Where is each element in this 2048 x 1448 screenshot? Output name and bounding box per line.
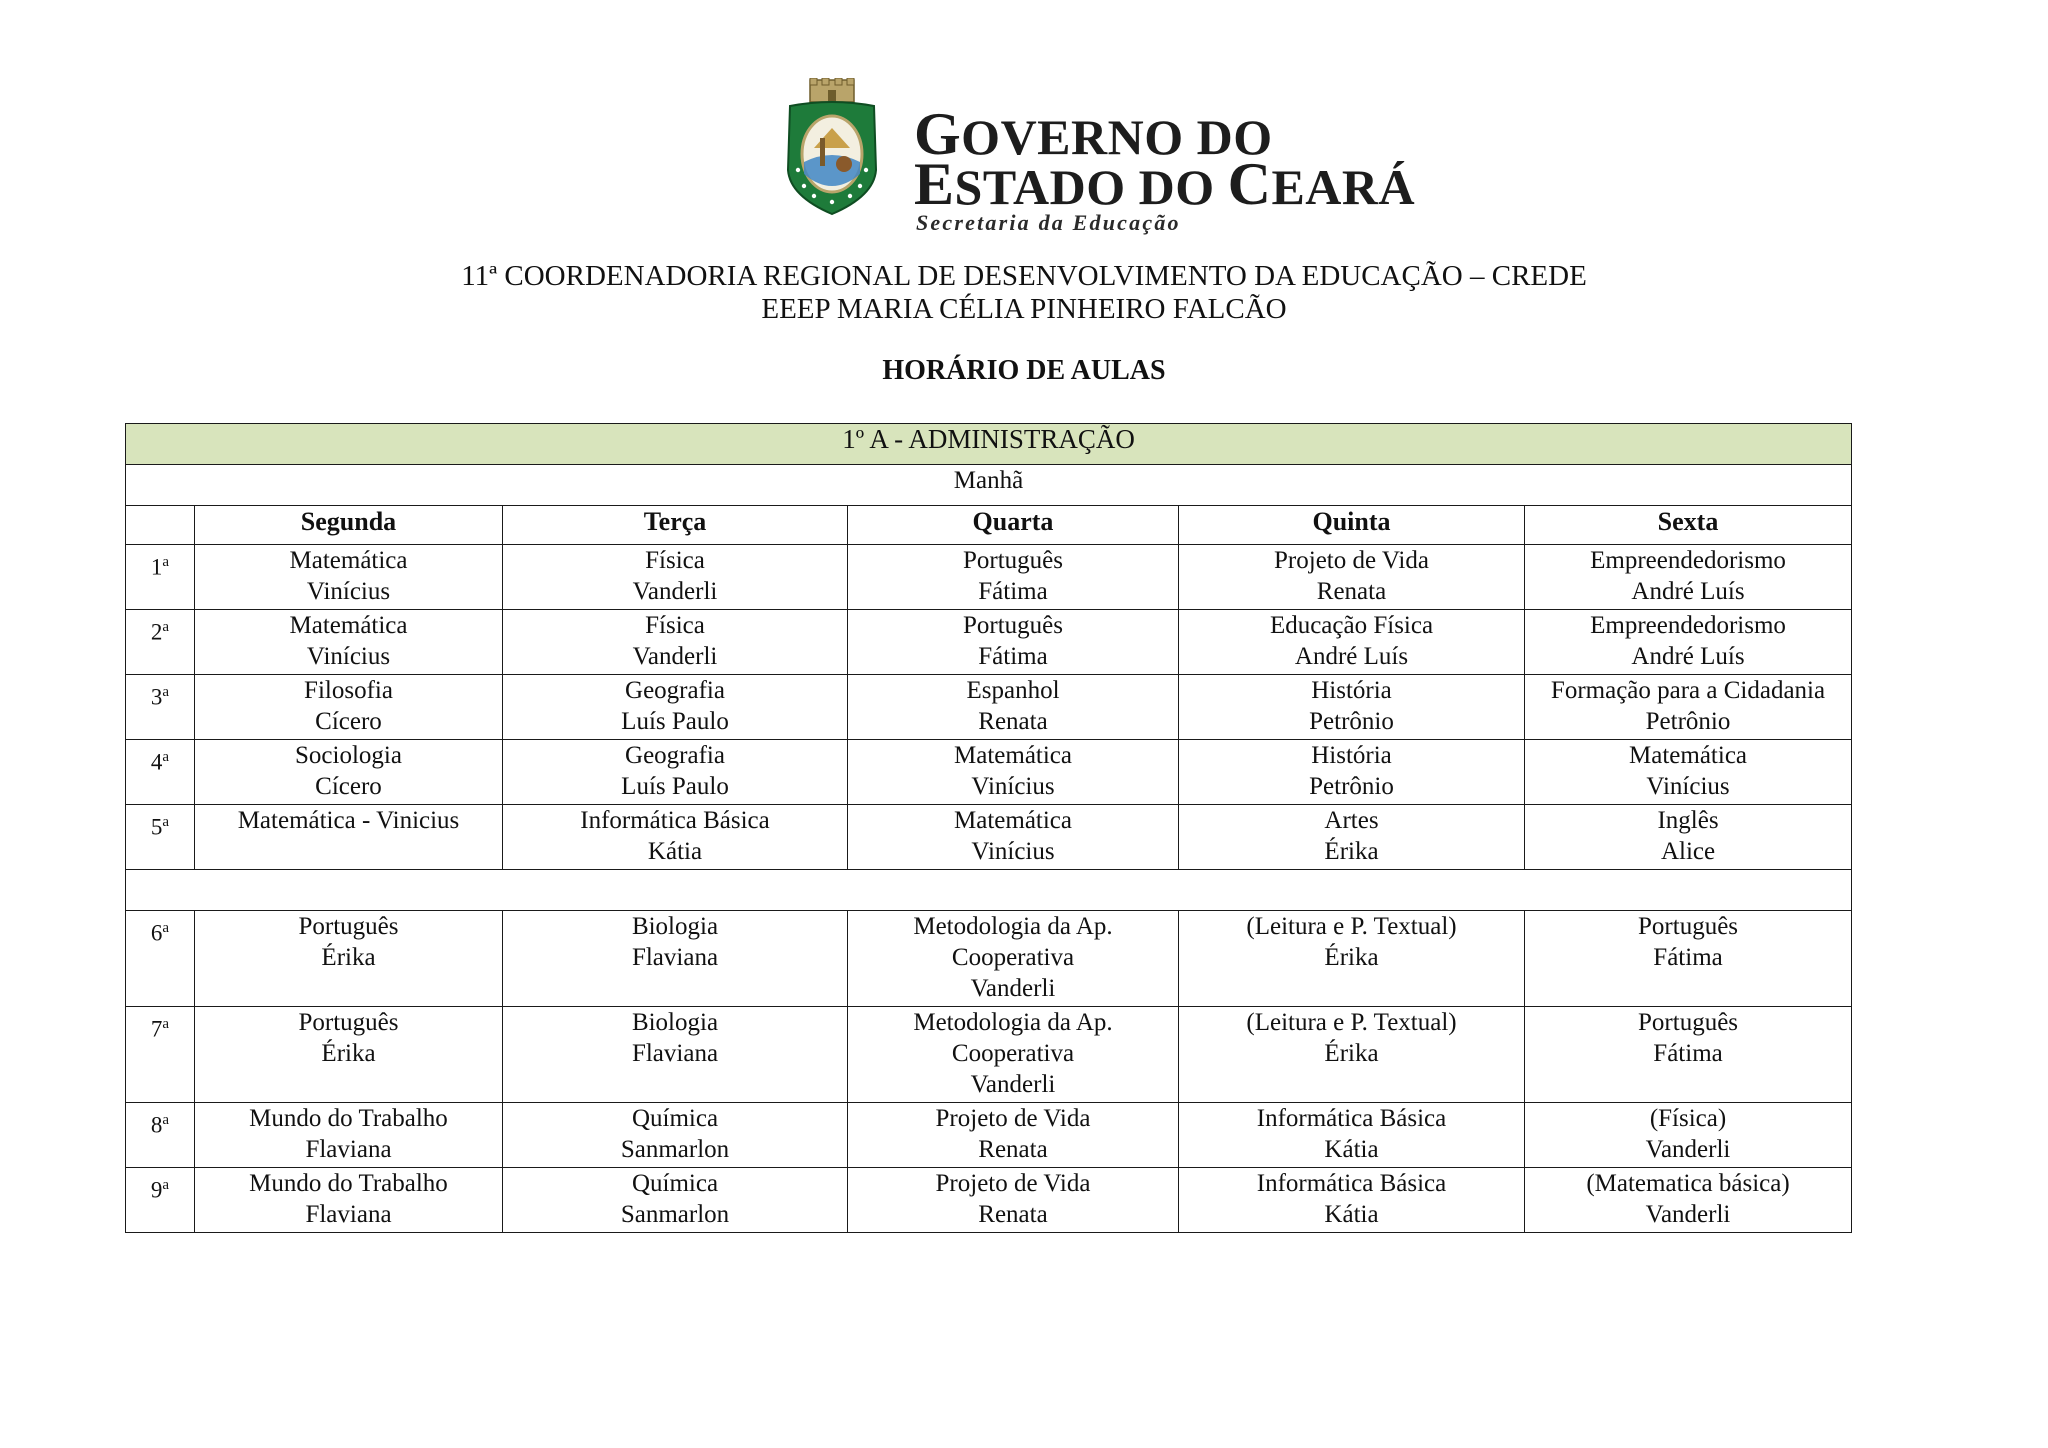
shift-row <box>126 465 1852 506</box>
days-header-row <box>126 506 1852 545</box>
subject-name: Formação para a Cidadania <box>1550 677 1826 704</box>
subject-name: Cooperativa <box>951 944 1075 971</box>
teacher-name: André Luís <box>1294 643 1409 670</box>
teacher-name: Renata <box>978 1201 1048 1228</box>
teacher-name: Érika <box>321 944 376 971</box>
schedule-cell <box>1179 911 1525 1007</box>
schedule-cell <box>848 805 1179 870</box>
subject-name: Inglês <box>1657 807 1719 834</box>
schedule-cell <box>848 610 1179 675</box>
teacher-name: André Luís <box>1631 578 1745 605</box>
subject-name: (Leitura e P. Textual) <box>1246 913 1457 940</box>
teacher-name: Érika <box>321 1040 376 1067</box>
subject-name: Matemática - Vinicius <box>237 807 460 834</box>
schedule-cell <box>195 1103 503 1168</box>
teacher-name: Vinícius <box>1646 773 1730 800</box>
subject-name: Mundo do Trabalho <box>249 1170 448 1197</box>
schedule-cell <box>1525 1007 1852 1103</box>
subject-name: Matemática <box>954 807 1072 834</box>
schedule-cell <box>503 545 848 610</box>
subject-name: Matemática <box>289 612 408 639</box>
teacher-name: Cícero <box>315 708 382 735</box>
schedule-cell <box>503 911 848 1007</box>
teacher-name: André Luís <box>1631 643 1745 670</box>
break-row <box>126 870 1852 911</box>
subject-name: Matemática <box>289 547 408 574</box>
subject-name: Informática Básica <box>1256 1170 1447 1197</box>
schedule-cell <box>503 1168 848 1233</box>
government-logo <box>784 78 1416 238</box>
table-row <box>126 1168 1852 1233</box>
subject-name: Empreendedorismo <box>1590 612 1786 639</box>
schedule-cell <box>1525 740 1852 805</box>
subject-name: Metodologia da Ap. <box>913 1009 1113 1036</box>
subject-name: Mundo do Trabalho <box>249 1105 448 1132</box>
subject-name: Geografia <box>625 742 725 769</box>
teacher-name: Vanderli <box>632 643 718 670</box>
schedule-cell <box>1525 545 1852 610</box>
teacher-name: Luís Paulo <box>621 708 729 735</box>
teacher-name: Vanderli <box>1645 1201 1731 1228</box>
teacher-name: Vinícius <box>971 838 1055 865</box>
teacher-name: Luís Paulo <box>621 773 729 800</box>
day-header: Quarta <box>848 506 1179 545</box>
teacher-name: Vanderli <box>970 975 1056 1002</box>
teacher-name: Vinícius <box>306 643 391 670</box>
schedule-cell <box>848 740 1179 805</box>
slot-number: 1$^a$ <box>126 545 195 610</box>
subject-name: História <box>1311 677 1392 704</box>
subject-name: Português <box>298 913 399 940</box>
subject-name: Espanhol <box>966 677 1060 704</box>
schedule-cell <box>848 911 1179 1007</box>
schedule-cell <box>1525 675 1852 740</box>
slot-number: 5$^a$ <box>126 805 195 870</box>
teacher-name: Kátia <box>1324 1136 1379 1163</box>
schedule-cell <box>848 1103 1179 1168</box>
subject-name: Sociologia <box>295 742 402 769</box>
schedule-cell <box>1525 1103 1852 1168</box>
secretaria-label: Secretaria da Educação <box>916 210 1181 235</box>
schedule-cell <box>195 805 503 870</box>
table-row <box>126 675 1852 740</box>
subject-name: Química <box>631 1170 719 1197</box>
schedule-cell <box>503 1103 848 1168</box>
schedule-cell <box>1179 1168 1525 1233</box>
teacher-name: Sanmarlon <box>620 1136 730 1163</box>
day-header: Terça <box>503 506 848 545</box>
schedule-body <box>126 545 1852 1233</box>
teacher-name: Fátima <box>1653 944 1723 971</box>
day-header: Sexta <box>1525 506 1852 545</box>
teacher-name: Flaviana <box>631 1040 719 1067</box>
teacher-name: Vinícius <box>971 773 1055 800</box>
schedule-cell <box>848 1007 1179 1103</box>
coordenadoria-heading: 11ª COORDENADORIA REGIONAL DE DESENVOLVIMENTO DA EDUCAÇÃO – CREDE <box>461 260 1587 292</box>
teacher-name: Vanderli <box>970 1071 1056 1098</box>
subject-name: Projeto de Vida <box>935 1105 1091 1132</box>
subject-name: Português <box>963 612 1063 639</box>
subject-name: Metodologia da Ap. <box>913 913 1113 940</box>
subject-name: Geografia <box>625 677 725 704</box>
table-row <box>126 1103 1852 1168</box>
schedule-cell <box>503 740 848 805</box>
teacher-name: Érika <box>1324 1040 1379 1067</box>
schedule-cell <box>1179 1007 1525 1103</box>
table-row <box>126 545 1852 610</box>
table-row <box>126 740 1852 805</box>
teacher-name: Érika <box>1324 838 1379 865</box>
day-header: Quinta <box>1179 506 1525 545</box>
teacher-name: Sanmarlon <box>620 1201 730 1228</box>
subject-name: Química <box>631 1105 719 1132</box>
schedule-cell <box>1179 545 1525 610</box>
schedule-cell <box>195 610 503 675</box>
schedule-cell <box>848 545 1179 610</box>
government-name-line1: GOVERNO DO <box>914 101 1273 167</box>
subject-name: (Leitura e P. Textual) <box>1246 1009 1457 1036</box>
subject-name: Projeto de Vida <box>1274 547 1429 574</box>
subject-name: Matemática <box>954 742 1072 769</box>
schedule-cell <box>195 911 503 1007</box>
subject-name: Informática Básica <box>1256 1105 1447 1132</box>
schedule-cell <box>195 740 503 805</box>
table-row <box>126 911 1852 1007</box>
teacher-name: Alice <box>1660 838 1716 865</box>
slot-number: 2$^a$ <box>126 610 195 675</box>
teacher-name: Fátima <box>978 643 1048 670</box>
schedule-cell <box>1525 805 1852 870</box>
subject-name: Informática Básica <box>580 807 770 834</box>
schedule-cell <box>1525 911 1852 1007</box>
teacher-name: Kátia <box>1324 1201 1379 1228</box>
subject-name: Filosofia <box>304 677 393 704</box>
table-row <box>126 805 1852 870</box>
subject-name: Matemática <box>1629 742 1748 769</box>
schedule-cell <box>195 675 503 740</box>
schedule-cell <box>1179 805 1525 870</box>
schedule-cell <box>1179 610 1525 675</box>
slot-number: 9$^a$ <box>126 1168 195 1233</box>
teacher-name: Renata <box>978 708 1048 735</box>
class-schedule-table <box>125 423 1852 1233</box>
subject-name: História <box>1311 742 1392 769</box>
subject-name: Biologia <box>631 913 719 940</box>
table-row <box>126 1007 1852 1103</box>
teacher-name: Renata <box>1316 578 1387 605</box>
schedule-cell <box>503 805 848 870</box>
schedule-cell <box>1525 610 1852 675</box>
subject-name: Português <box>963 547 1063 574</box>
schedule-cell <box>503 610 848 675</box>
schedule-cell <box>195 1007 503 1103</box>
teacher-name: Fátima <box>1653 1040 1723 1067</box>
subject-name: Física <box>645 547 705 574</box>
subject-name: Empreendedorismo <box>1590 547 1786 574</box>
teacher-name: Renata <box>978 1136 1048 1163</box>
corner-cell <box>126 506 195 545</box>
teacher-name: Kátia <box>647 838 703 865</box>
teacher-name: Érika <box>1324 944 1379 971</box>
subject-name: Artes <box>1324 807 1379 834</box>
schedule-cell <box>1525 1168 1852 1233</box>
schedule-cell <box>503 1007 848 1103</box>
table-row <box>126 610 1852 675</box>
teacher-name: Flaviana <box>631 944 719 971</box>
teacher-name: Flaviana <box>305 1136 392 1163</box>
teacher-name: Flaviana <box>305 1201 392 1228</box>
subject-name: (Matematica básica) <box>1586 1170 1790 1197</box>
subject-name: (Física) <box>1649 1105 1727 1132</box>
slot-number: 7$^a$ <box>126 1007 195 1103</box>
slot-number: 6$^a$ <box>126 911 195 1007</box>
teacher-name: Cícero <box>315 773 382 800</box>
schedule-cell <box>503 675 848 740</box>
schedule-cell <box>1179 1103 1525 1168</box>
teacher-name: Vanderli <box>632 578 718 605</box>
school-name: EEEP MARIA CÉLIA PINHEIRO FALCÃO <box>761 293 1287 325</box>
teacher-name: Fátima <box>978 578 1048 605</box>
schedule-cell <box>1179 675 1525 740</box>
slot-number: 3$^a$ <box>126 675 195 740</box>
subject-name: Português <box>1638 913 1739 940</box>
break-cell <box>126 870 1852 911</box>
schedule-cell <box>848 1168 1179 1233</box>
class-name-row <box>126 424 1852 465</box>
subject-name: Física <box>645 612 705 639</box>
subject-name: Biologia <box>631 1009 719 1036</box>
teacher-name: Petrônio <box>1309 708 1394 735</box>
subject-name: Português <box>1638 1009 1739 1036</box>
ceara-crest-icon <box>784 78 880 218</box>
subject-name: Educação Física <box>1269 612 1434 639</box>
teacher-name: Petrônio <box>1645 708 1731 735</box>
slot-number: 4$^a$ <box>126 740 195 805</box>
shift-label: Manhã <box>126 465 1852 506</box>
teacher-name: Vinícius <box>306 578 391 605</box>
day-header: Segunda <box>195 506 503 545</box>
teacher-name: Vanderli <box>1645 1136 1731 1163</box>
subject-name: Projeto de Vida <box>935 1170 1091 1197</box>
class-name: 1º A - ADMINISTRAÇÃO <box>126 424 1852 465</box>
subject-name: Português <box>298 1009 399 1036</box>
schedule-cell <box>848 675 1179 740</box>
slot-number: 8$^a$ <box>126 1103 195 1168</box>
schedule-cell <box>195 545 503 610</box>
teacher-name: Petrônio <box>1309 773 1394 800</box>
schedule-cell <box>195 1168 503 1233</box>
page-title: HORÁRIO DE AULAS <box>882 355 1166 386</box>
schedule-cell <box>1179 740 1525 805</box>
government-name-line2: ESTADO DO CEARÁ <box>914 151 1416 217</box>
subject-name: Cooperativa <box>951 1040 1075 1067</box>
